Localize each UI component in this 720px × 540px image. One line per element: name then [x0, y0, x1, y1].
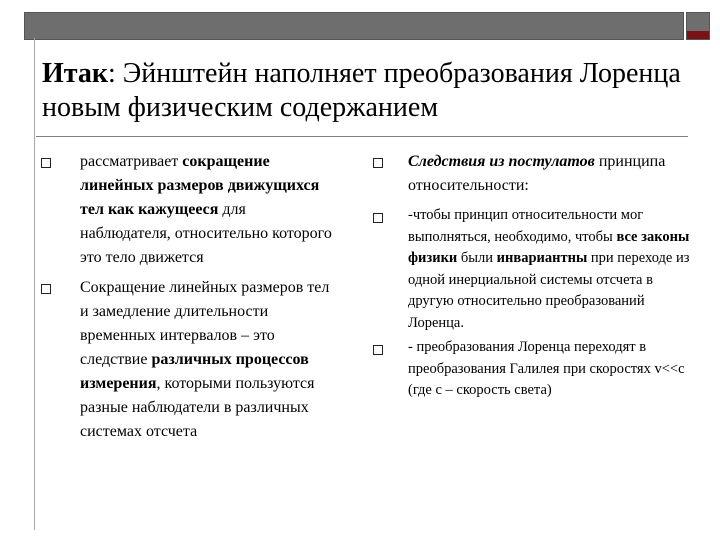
corner-decoration [686, 12, 710, 40]
square-bullet-icon [373, 345, 383, 355]
header-bar [24, 12, 684, 40]
title-divider [36, 136, 688, 137]
left-item-2-text-a: Сокращение линейных размеров тел и замедление длительности временных интервалов – это следствие [80, 279, 330, 368]
square-bullet-icon [373, 213, 383, 223]
left-column [40, 150, 340, 444]
slide-title [42, 57, 682, 125]
right-item-2 [372, 205, 702, 334]
right-item-2-bold-a: все законы физики [408, 228, 690, 266]
right-column [372, 150, 702, 402]
square-bullet-icon [373, 158, 383, 168]
right-item-2-text-a: -чтобы принцип относительности мог выполняться, необходимо, чтобы [408, 207, 644, 245]
right-item-2-bold-b: инвариантны [496, 250, 588, 266]
title-rest: : Эйнштейн наполняет преобразования Лоренца новым физическим содержанием [42, 58, 681, 123]
title-lead: Итак [42, 58, 109, 89]
left-border-line [34, 38, 35, 530]
left-item-1 [40, 150, 340, 270]
right-item-2-text-b: были [457, 250, 497, 266]
right-item-2-text-c: при переходе из одной инерциальной системы отсчета в другую относительно преобразований Лоренца. [408, 250, 690, 331]
right-item-1 [372, 150, 702, 198]
right-item-1-text: принципа относительности: [408, 153, 666, 194]
left-item-2-text-b: , которыми пользуются разные наблюдатели в различных системах отсчета [80, 375, 315, 440]
left-item-2 [40, 276, 340, 444]
square-bullet-icon [41, 158, 51, 168]
left-item-2-text-bold: различных процессов измерения [80, 351, 309, 392]
left-item-1-text-a: рассматривает [80, 153, 183, 170]
left-item-1-text-bold: сокращение линейных размеров движущихся тел как кажущееся [80, 153, 320, 218]
square-bullet-icon [41, 284, 51, 294]
left-item-1-text-b: для наблюдателя, относительно которого это тело движется [80, 201, 332, 266]
right-item-1-heading: Следствия из постулатов [408, 153, 595, 170]
right-item-3-text: - преобразования Лоренца переходят в преобразования Галилея при скоростях v<<c (где с – скорость света) [408, 339, 685, 398]
right-item-3 [372, 337, 702, 402]
